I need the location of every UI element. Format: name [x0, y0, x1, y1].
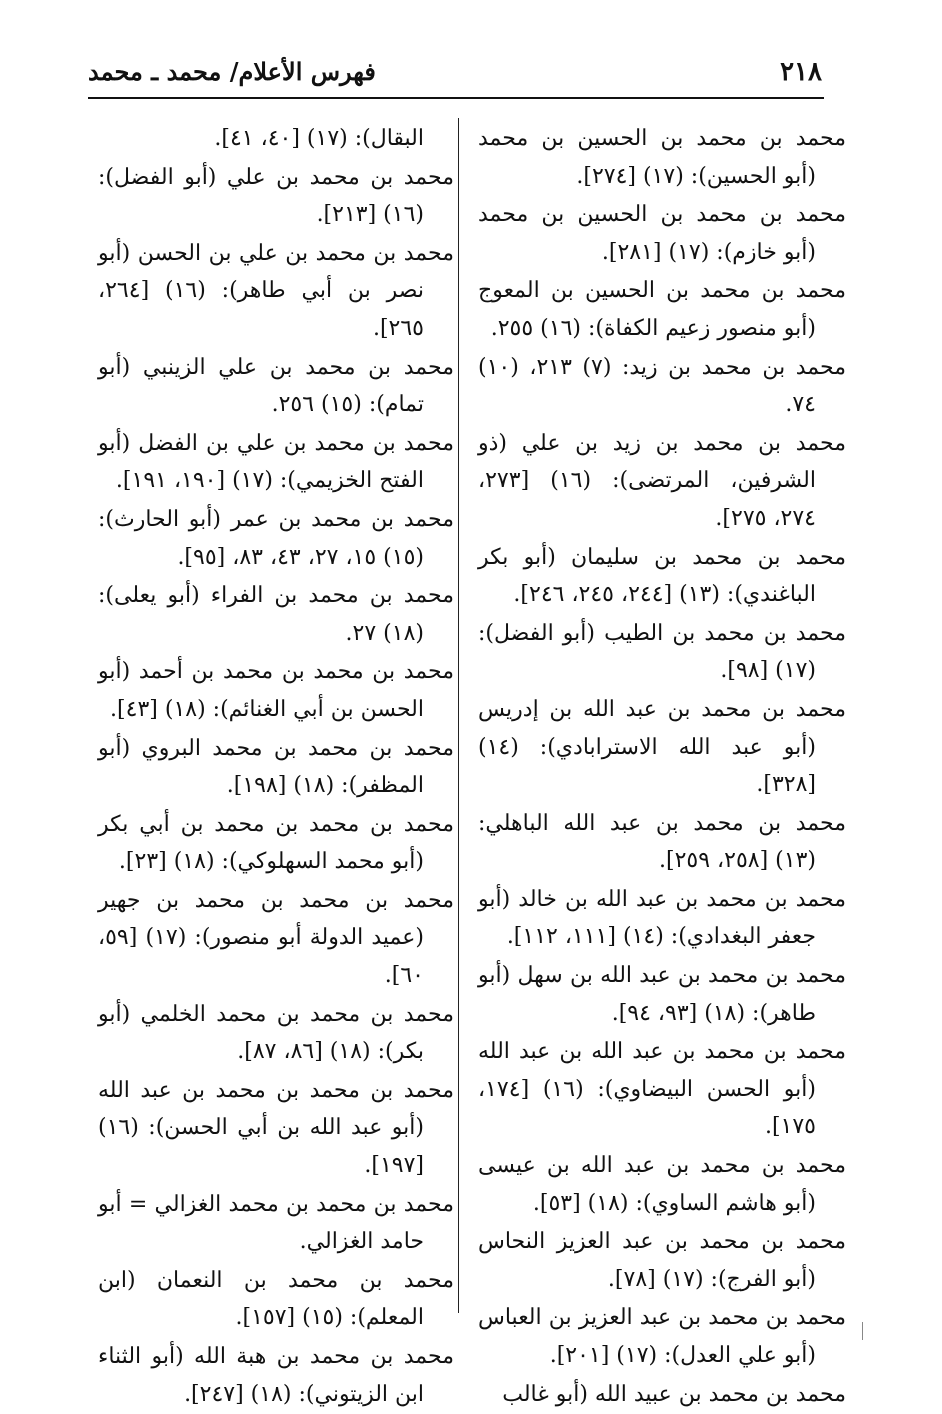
index-entry: محمد بن محمد بن النعمان (ابن المعلم): (١٥) [١٥٧]. — [98, 1267, 454, 1331]
header-rule — [88, 97, 824, 99]
index-column-left — [98, 120, 454, 1414]
index-entry: محمد بن محمد بن عبد الله بن خالد (أبو جعفر البغدادي): (١٤) [١١١، ١١٢]. — [478, 886, 846, 950]
index-entry: محمد بن محمد بن محمد بن جهير (عميد الدولة أبو منصور): (١٧) [٥٩، ٦٠]. — [98, 887, 454, 989]
index-entry: محمد بن محمد بن عبد الله بن عبد الله (أبو الحسن البيضاوي): (١٦) [١٧٤، ١٧٥]. — [478, 1039, 846, 1140]
column-divider — [458, 118, 459, 1313]
index-column-right — [478, 120, 846, 1414]
index-entry: محمد بن محمد بن علي (أبو الفضل): (١٦) [٢١٣]. — [98, 164, 454, 228]
index-entry: محمد بن محمد بن زيد بن علي (ذو الشرفين، المرتضى): (١٦) [٢٧٣، ٢٧٤، ٢٧٥]. — [478, 430, 846, 531]
index-entry: محمد بن محمد بن عبد الله بن عيسى (أبو هاشم الساوي): (١٨) [٥٣]. — [478, 1153, 846, 1216]
index-entry: محمد بن محمد بن الفراء (أبو يعلى): (١٨) ٢٧. — [98, 583, 454, 646]
index-entry: محمد بن محمد بن عبد العزيز بن العباس (أبو علي العدل): (١٧) [٢٠١]. — [478, 1305, 846, 1368]
page-header — [88, 55, 822, 95]
index-entry: محمد بن محمد بن الحسين بن محمد (أبو الحسين): (١٧) [٢٧٤]. — [478, 126, 846, 189]
index-entry-continuation: البقال): (١٧) [٤٠، ٤١]. — [214, 126, 424, 151]
index-entry: محمد بن محمد بن علي بن الحسن (أبو نصر بن أبي طاهر): (١٦) [٢٦٤، ٢٦٥]. — [98, 240, 454, 341]
index-entry: محمد بن محمد بن محمد بن عبد الله (أبو عبد الله بن أبي الحسن): (١٦) [١٩٧]. — [98, 1077, 454, 1179]
index-entry: محمد بن محمد بن محمد الخلمي (أبو بكر): (١٨) [٨٦، ٨٧]. — [98, 1001, 454, 1065]
index-entry: محمد بن محمد بن محمد البروي (أبو المظفر): (١٨) [١٩٨]. — [98, 735, 454, 799]
index-entry: محمد بن محمد بن الحسين بن محمد (أبو خازم): (١٧) [٢٨١]. — [478, 202, 846, 265]
index-entry: محمد بن محمد بن محمد الغزالي = أبو حامد الغزالي. — [98, 1191, 454, 1255]
index-entry: محمد بن محمد بن عبيد الله (أبو غالب — [502, 1381, 846, 1407]
running-title: فهرس الأعلام/ محمد ـ محمد — [88, 57, 376, 86]
index-entry: محمد بن محمد بن محمد بن أحمد (أبو الحسن بن أبي الغنائم): (١٨) [٤٣]. — [98, 659, 454, 722]
index-entry: محمد بن محمد بن محمد بن أبي بكر (أبو محمد السهلوكي): (١٨) [٢٣]. — [98, 811, 454, 875]
index-entry: محمد بن محمد بن عبد العزيز النحاس (أبو الفرج): (١٧) [٧٨]. — [478, 1229, 846, 1292]
index-entry: محمد بن محمد بن علي بن الفضل (أبو الفتح الخزيمي): (١٧) [١٩٠، ١٩١]. — [98, 430, 454, 494]
index-entry: محمد بن محمد بن هبة الله (أبو الثناء ابن الزيتوني): (١٨) [٢٤٧]. — [98, 1344, 454, 1407]
index-entry: محمد بن محمد بن عبد الله بن سهل (أبو طاهر): (١٨) [٩٣، ٩٤]. — [478, 963, 846, 1026]
index-entry: محمد بن محمد بن الطيب (أبو الفضل): (١٧) [٩٨]. — [478, 620, 846, 684]
index-entry: محمد بن محمد بن الحسين بن المعوج (أبو منصور زعيم الكفاة): (١٦) ٢٥٥. — [478, 278, 846, 341]
index-entry: محمد بن محمد بن عمر (أبو الحارث): (١٥) ١٥، ٢٧، ٤٣، ٨٣، [٩٥]. — [98, 506, 454, 570]
index-entry: محمد بن محمد بن سليمان (أبو بكر الباغندي): (١٣) [٢٤٤، ٢٤٥، ٢٤٦]. — [478, 544, 846, 608]
margin-mark — [862, 1322, 863, 1340]
page-number: ٢١٨ — [780, 57, 822, 87]
index-entry: محمد بن محمد بن عبد الله بن إدريس (أبو عبد الله الاسترابادي): (١٤) [٣٢٨]. — [478, 696, 846, 798]
index-entry: محمد بن محمد بن علي الزينبي (أبو تمام): (١٥) ٢٥٦. — [98, 354, 454, 418]
index-entry: محمد بن محمد بن عبد الله الباهلي: (١٣) [٢٥٨، ٢٥٩]. — [478, 810, 846, 874]
index-entry: محمد بن محمد بن زيد: (٧) ٢١٣، (١٠) ٧٤. — [478, 354, 846, 418]
